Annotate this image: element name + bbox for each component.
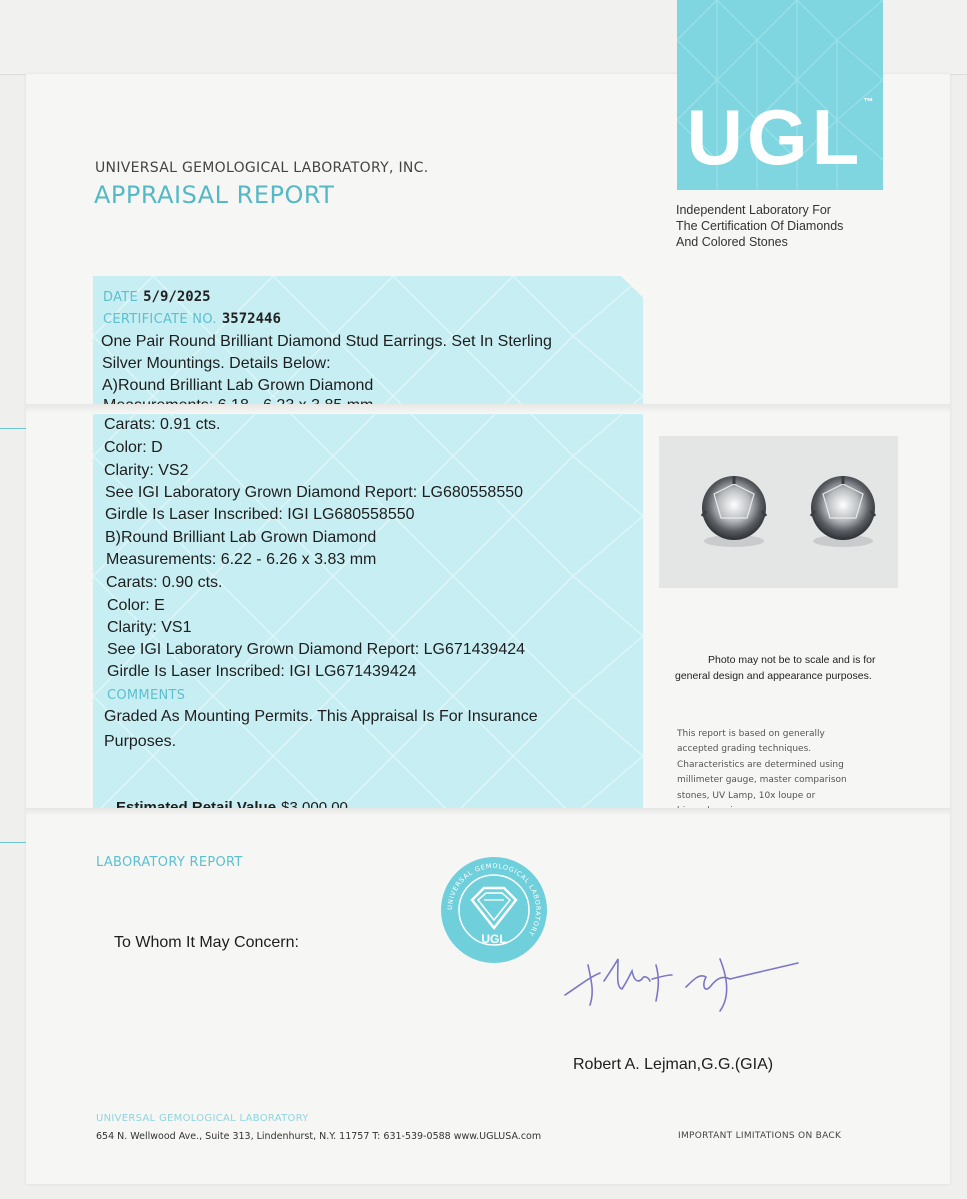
edge-mark [0, 428, 26, 429]
comments-label: COMMENTS [107, 688, 186, 703]
stone-b-measurements: Measurements: 6.22 - 6.26 x 3.83 mm [106, 551, 377, 568]
ugl-logo [677, 0, 883, 190]
stone-b-heading: B)Round Brilliant Lab Grown Diamond [105, 529, 377, 546]
disclaimer-line: accepted grading techniques. [677, 744, 812, 754]
comments-line: Purposes. [104, 733, 177, 750]
footer-address: 654 N. Wellwood Ave., Suite 313, Lindenhurst, N.Y. 11757 T: 631-539-0588 www.UGLUSA.com [96, 1131, 542, 1142]
stone-a-igi-report: See IGI Laboratory Grown Diamond Report: LG680558550 [105, 484, 524, 501]
disclaimer-line: stones, UV Lamp, 10x loupe or [677, 791, 816, 801]
signer-name: Robert A. Lejman,G.G.(GIA) [573, 1056, 774, 1073]
tagline-line: Independent Laboratory For [676, 203, 831, 217]
stone-b-igi-report: See IGI Laboratory Grown Diamond Report: LG671439424 [107, 641, 526, 658]
edge-mark [0, 842, 26, 843]
stone-a-clarity: Clarity: VS2 [104, 462, 189, 479]
paper-fold [26, 404, 950, 414]
seal-graphic [440, 856, 548, 964]
description-line: One Pair Round Brilliant Diamond Stud Earrings. Set In Sterling [101, 333, 552, 350]
stone-a-heading: A)Round Brilliant Lab Grown Diamond [102, 377, 374, 394]
date-row [103, 286, 211, 305]
certificate-number: 3572446 [221, 311, 281, 327]
disclaimer-line: This report is based on generally [677, 729, 825, 739]
earrings-illustration [659, 436, 898, 588]
signature [560, 935, 805, 1015]
salutation: To Whom It May Concern: [114, 934, 299, 951]
description-line: Silver Mountings. Details Below: [102, 355, 331, 372]
disclaimer-line: Characteristics are determined using [677, 760, 844, 770]
report-title: APPRAISAL REPORT [94, 181, 335, 209]
logo-wordmark: UGL™ [686, 93, 874, 181]
footer-company: UNIVERSAL GEMOLOGICAL LABORATORY [96, 1113, 309, 1124]
laboratory-report-title: LABORATORY REPORT [96, 855, 243, 870]
earrings-photo [659, 436, 898, 588]
limitations-note: IMPORTANT LIMITATIONS ON BACK [678, 1131, 842, 1141]
stone-b-carats: Carats: 0.90 cts. [106, 574, 223, 591]
date-value: 5/9/2025 [143, 289, 211, 305]
photo-caption-line: Photo may not be to scale and is for [708, 654, 876, 666]
stone-a-inscription: Girdle Is Laser Inscribed: IGI LG680558550 [105, 506, 415, 523]
right-stud [811, 476, 875, 547]
certificate-label: CERTIFICATE NO. [103, 312, 217, 327]
photo-caption-line: general design and appearance purposes. [675, 670, 872, 682]
ugl-seal [440, 856, 548, 964]
paper-fold [26, 808, 950, 816]
company-name: UNIVERSAL GEMOLOGICAL LABORATORY, INC. [95, 160, 429, 176]
stone-b-clarity: Clarity: VS1 [107, 619, 192, 636]
seal-ring-text: UNIVERSAL GEMOLOGICAL LABORATORY [445, 861, 543, 938]
disclaimer-line: millimeter gauge, master comparison [677, 775, 847, 785]
tagline-line: And Colored Stones [676, 235, 788, 249]
stone-b-inscription: Girdle Is Laser Inscribed: IGI LG671439424 [107, 663, 417, 680]
comments-line: Graded As Mounting Permits. This Appraisal Is For Insurance [104, 708, 538, 725]
seal-logo-text: UGL [481, 932, 507, 946]
tagline-line: The Certification Of Diamonds [676, 219, 844, 233]
stone-a-carats: Carats: 0.91 cts. [104, 416, 221, 433]
left-stud [702, 476, 766, 547]
stone-a-color: Color: D [104, 439, 163, 456]
certificate-row [103, 308, 281, 327]
stone-b-color: Color: E [107, 597, 165, 614]
date-label: DATE [103, 290, 139, 305]
